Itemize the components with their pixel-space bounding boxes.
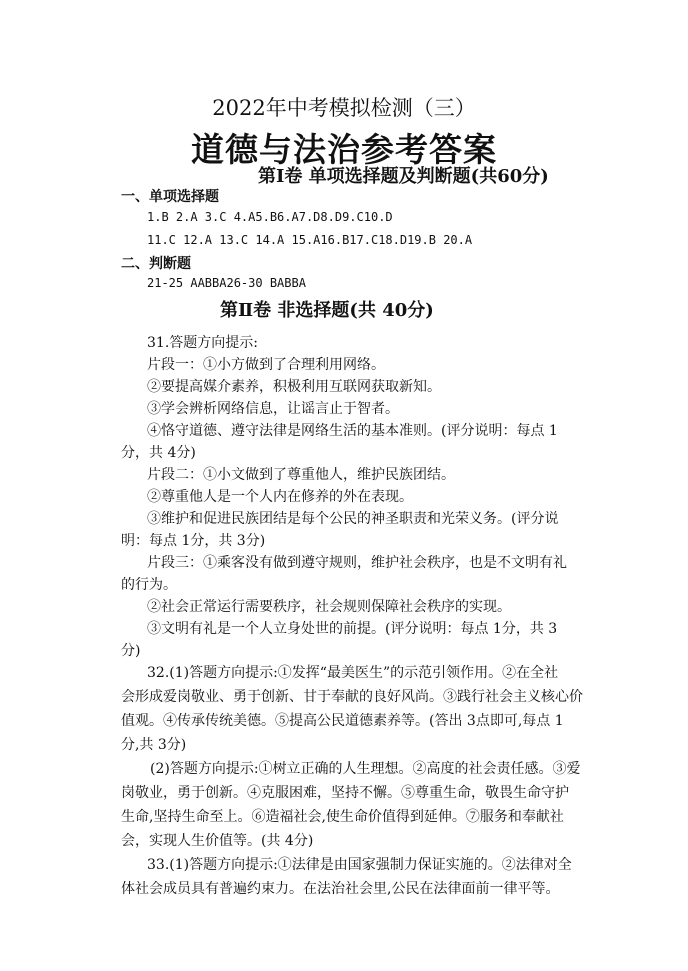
answer-line: 体社会成员具有普遍约束力。在法治社会里,公民在法律面前一律平等。 — [121, 881, 560, 897]
answer-line: 分，共 4分) — [121, 445, 196, 461]
answer-line: 会，实现人生价值等。(共 4分) — [121, 833, 314, 849]
answer-line: 明：每点 1分，共 3分) — [121, 533, 266, 549]
section2-heading: 二、判断题 — [121, 256, 191, 272]
answer-line: ②尊重他人是一个人内在修养的外在表现。 — [147, 489, 413, 505]
answer-line: ②要提高媒介素养，积极利用互联网获取新知。 — [147, 379, 441, 395]
answer-line: ②社会正常运行需要秩序，社会规则保障社会秩序的实现。 — [147, 599, 511, 615]
answer-line: 的行为。 — [121, 577, 177, 593]
answer-line: 32.(1)答题方向提示:①发挥“最美医生”的示范引领作用。②在全社 — [147, 665, 559, 681]
answer-line: 生命,坚持生命至上。⑥造福社会,使生命价值得到延伸。⑦服务和奉献社 — [121, 809, 564, 825]
answer-line: ③学会辨析网络信息，让谣言止于智者。 — [147, 401, 399, 417]
volume2-heading: 第Ⅱ卷 非选择题(共 40分) — [220, 300, 434, 321]
answer-line: ④恪守道德、遵守法律是网络生活的基本准则。(评分说明：每点 1 — [147, 423, 558, 439]
answer-line: 值观。④传承传统美德。⑤提高公民道德素养等。(答出 3点即可,每点 1 — [121, 713, 564, 729]
document-subtitle: 道德与法治参考答案 — [191, 130, 497, 169]
answer-line: 分) — [121, 643, 141, 659]
answer-line: 33.(1)答题方向提示:①法律是由国家强制力保证实施的。②法律对全 — [147, 857, 572, 873]
answer-line: ③文明有礼是一个人立身处世的前提。(评分说明：每点 1分，共 3 — [147, 621, 558, 637]
section1-answers-line2: 11.C 12.A 13.C 14.A 15.A16.B17.C18.D19.B 20.A — [147, 233, 473, 247]
answer-line: 岗敬业，勇于创新。④克服困难，坚持不懈。⑤尊重生命，敬畏生命守护 — [121, 785, 569, 801]
volume1-heading: 第Ⅰ卷 单项选择题及判断题(共60分) — [258, 166, 549, 187]
answer-line: ③维护和促进民族团结是每个公民的神圣职责和光荣义务。(评分说 — [147, 511, 559, 527]
answer-line: 会形成爱岗敬业、勇于创新、甘于奉献的良好风尚。③践行社会主义核心价 — [121, 689, 583, 705]
answer-line: 31.答题方向提示: — [147, 335, 258, 351]
answer-line: (2)答题方向提示:①树立正确的人生理想。②高度的社会责任感。③爱 — [150, 761, 581, 777]
document-title: 2022年中考模拟检测（三） — [212, 96, 476, 120]
section1-answers-line1: 1.B 2.A 3.C 4.A5.B6.A7.D8.D9.C10.D — [147, 210, 393, 224]
answer-line: 片段一：①小方做到了合理利用网络。 — [147, 357, 385, 373]
answer-line: 分,共 3分) — [121, 737, 187, 753]
answer-line: 片段二：①小文做到了尊重他人，维护民族团结。 — [147, 467, 455, 483]
section1-heading: 一、单项选择题 — [121, 189, 219, 205]
section2-answers-line1: 21-25 AABBA26-30 BABBA — [147, 276, 306, 290]
answer-line: 片段三：①乘客没有做到遵守规则，维护社会秩序，也是不文明有礼 — [147, 555, 567, 571]
